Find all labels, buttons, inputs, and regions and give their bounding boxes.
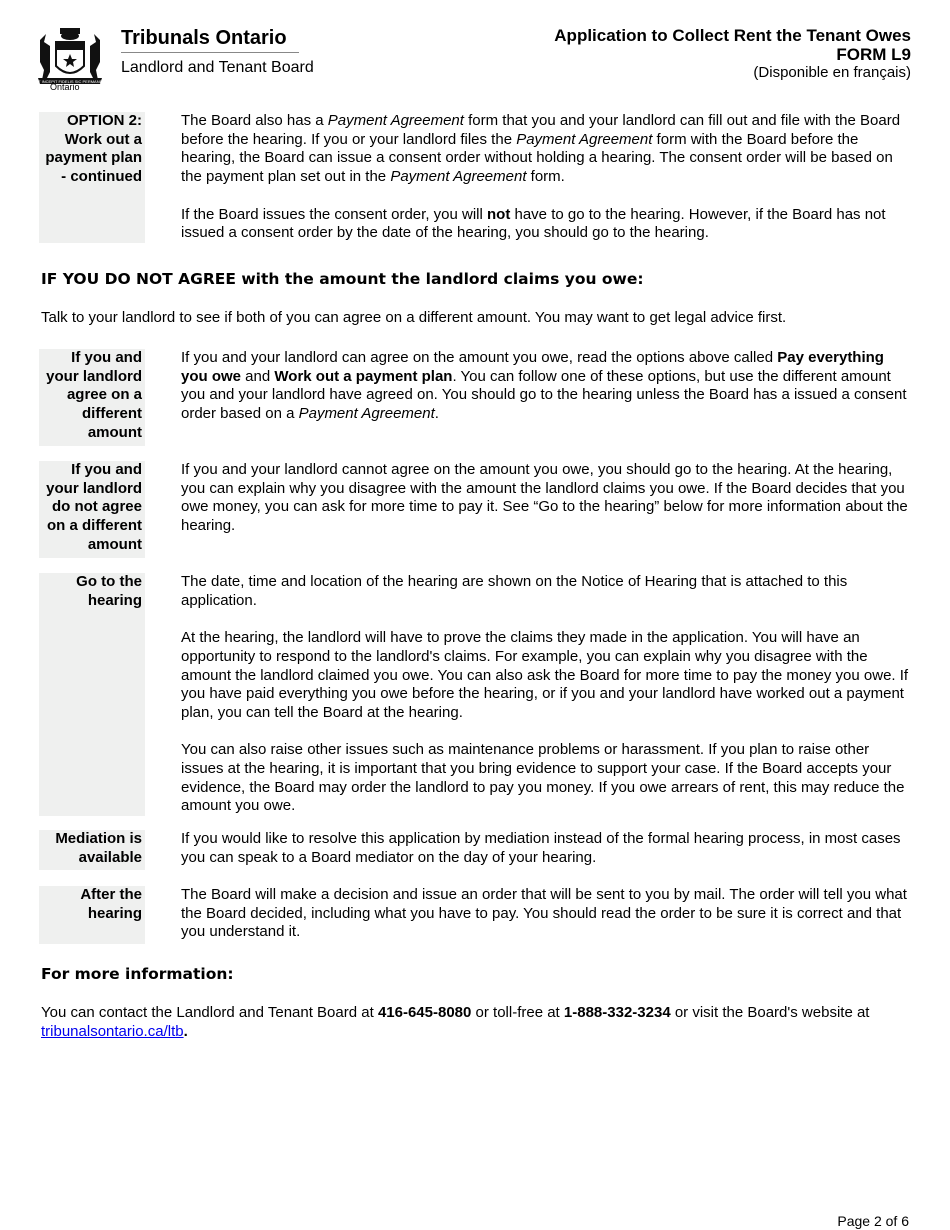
text-run: or toll-free at [471,1004,564,1021]
after-hearing-paragraph [181,886,913,942]
text-run: . [434,405,439,423]
logo-caption: Ontario [50,82,80,92]
more-info-paragraph [41,1004,869,1040]
text-run: or visit the Board's website at [670,1004,870,1021]
after-hearing-text [181,886,913,942]
agree-different-paragraph [181,349,913,424]
text-run: Payment Agreement [327,112,464,129]
form-title: Application to Collect Rent the Tenant Owes [554,26,911,45]
not-agree-paragraph [181,461,913,536]
organization-subtitle: Landlord and Tenant Board [121,59,314,76]
hearing-paragraph-3 [181,741,913,816]
ontario-coat-of-arms-logo [36,26,104,92]
not-agree-text [181,461,913,536]
text-run: If you and your landlord cannot agree on the amount you owe, you should go to the hearing. At the hearing, you can explain why you disagree with the amount the landlord claims you owe. If the Board decides that you owe money, you can ask for more time to pay it. See “Go to the hearing” below for more information about the hearing. [181,461,908,535]
hearing-paragraph-1 [181,573,913,610]
mediation-label: Mediation is available [39,830,145,870]
text-run: . You can follow one of these options, but use the different amount you and your landlord have agreed on. You should go to the hearing unless the Board has a issued a consent order based on a [181,367,907,423]
text-run: If the Board issues the consent order, you will [181,205,487,223]
more-info-heading: For more information: [41,965,234,983]
text-run: The Board also has a [181,112,328,129]
text-run: 1-888-332-3234 [563,1004,671,1021]
text-run: You can contact the Landlord and Tenant Board at [41,1004,378,1021]
french-availability: (Disponible en français) [753,64,911,81]
agree-different-text [181,349,913,424]
text-run: The date, time and location of the hearing are shown on the Notice of Hearing that is attached to this application. [181,573,848,609]
option2-label: OPTION 2: Work out a payment plan - continued [39,112,145,243]
text-run: form with the Board before the hearing, the Board can issue a consent order without holding a hearing. The consent order will be based on the payment plan set out in the [181,130,893,186]
text-run: Pay everything you owe [181,349,884,385]
text-run: At the hearing, the landlord will have to prove the claims they made in the application. You will have an opportunity to respond to the landlord's claims. For example, you can explain why you disagree with the amount the landlord claimed you owe. You can also ask the Board for more time to pay the money you owe. If you have paid everything you owe before the hearing, or if you and your landlord have worked out a payment plan, you can tell the Board at the hearing. [181,629,909,721]
text-run: If you and your landlord can agree on the amount you owe, read the options above called [181,349,778,366]
hearing-paragraph-2 [181,629,913,723]
text-run: 416-645-8080 [377,1004,472,1021]
option2-paragraph-1 [181,112,913,187]
text-run: form that you and your landlord can fill out and file with the Board before the hearing. If you or your landlord files the [181,112,901,148]
text-run: Work out a payment plan [274,367,453,385]
after-hearing-label: After the hearing [39,886,145,944]
option2-text [181,112,913,243]
text-run: Payment Agreement [298,405,435,423]
text-run: Payment Agreement [390,168,527,186]
hearing-text [181,573,913,816]
text-run: form. [526,168,565,186]
hearing-label: Go to the hearing [39,573,145,816]
agree-different-label: If you and your landlord agree on a different amount [39,349,145,446]
page-number: Page 2 of 6 [837,1213,909,1229]
svg-text:UT INCEPIT FIDELIS SIC PERMANE: UT INCEPIT FIDELIS SIC PERMANET [36,79,104,84]
text-run: and [241,367,275,385]
text-run: . [183,1022,188,1040]
text-run: not [487,205,511,223]
disagree-intro: Talk to your landlord to see if both of you can agree on a different amount. You may want to get legal advice first. [41,309,787,326]
more-info-text [41,1004,915,1041]
form-number: FORM L9 [836,45,911,64]
text-run: The Board will make a decision and issue an order that will be sent to you by mail. The order will tell you what the Board decided, including what you have to pay. You should read the order to be sure it is correct and that you understand it. [181,886,907,941]
form-header [554,26,911,81]
organization-divider [121,52,299,53]
mediation-paragraph [181,830,913,867]
organization-block [121,26,314,78]
option2-paragraph-2 [181,206,913,243]
text-run: You can also raise other issues such as maintenance problems or harassment. If you plan to raise other issues at the hearing, it is important that you bring evidence to support your case. If the Board accepts your evidence, the Board may order the landlord to pay you money. If you owe arrears of rent, this may reduce the amount you owe. [181,741,905,815]
disagree-heading: IF YOU DO NOT AGREE with the amount the landlord claims you owe: [41,270,644,288]
text-run: If you would like to resolve this application by mediation instead of the formal hearing process, in most cases you can speak to a Board mediator on the day of your hearing. [181,830,901,866]
mediation-text [181,830,913,867]
organization-name: Tribunals Ontario [121,27,287,49]
website-link[interactable]: tribunalsontario.ca/ltb [41,1022,184,1040]
not-agree-label: If you and your landlord do not agree on a different amount [39,461,145,558]
text-run: have to go to the hearing. However, if the Board has not issued a consent order by the date of the hearing, you should go to the hearing. [181,205,886,242]
text-run: Payment Agreement [516,130,653,148]
